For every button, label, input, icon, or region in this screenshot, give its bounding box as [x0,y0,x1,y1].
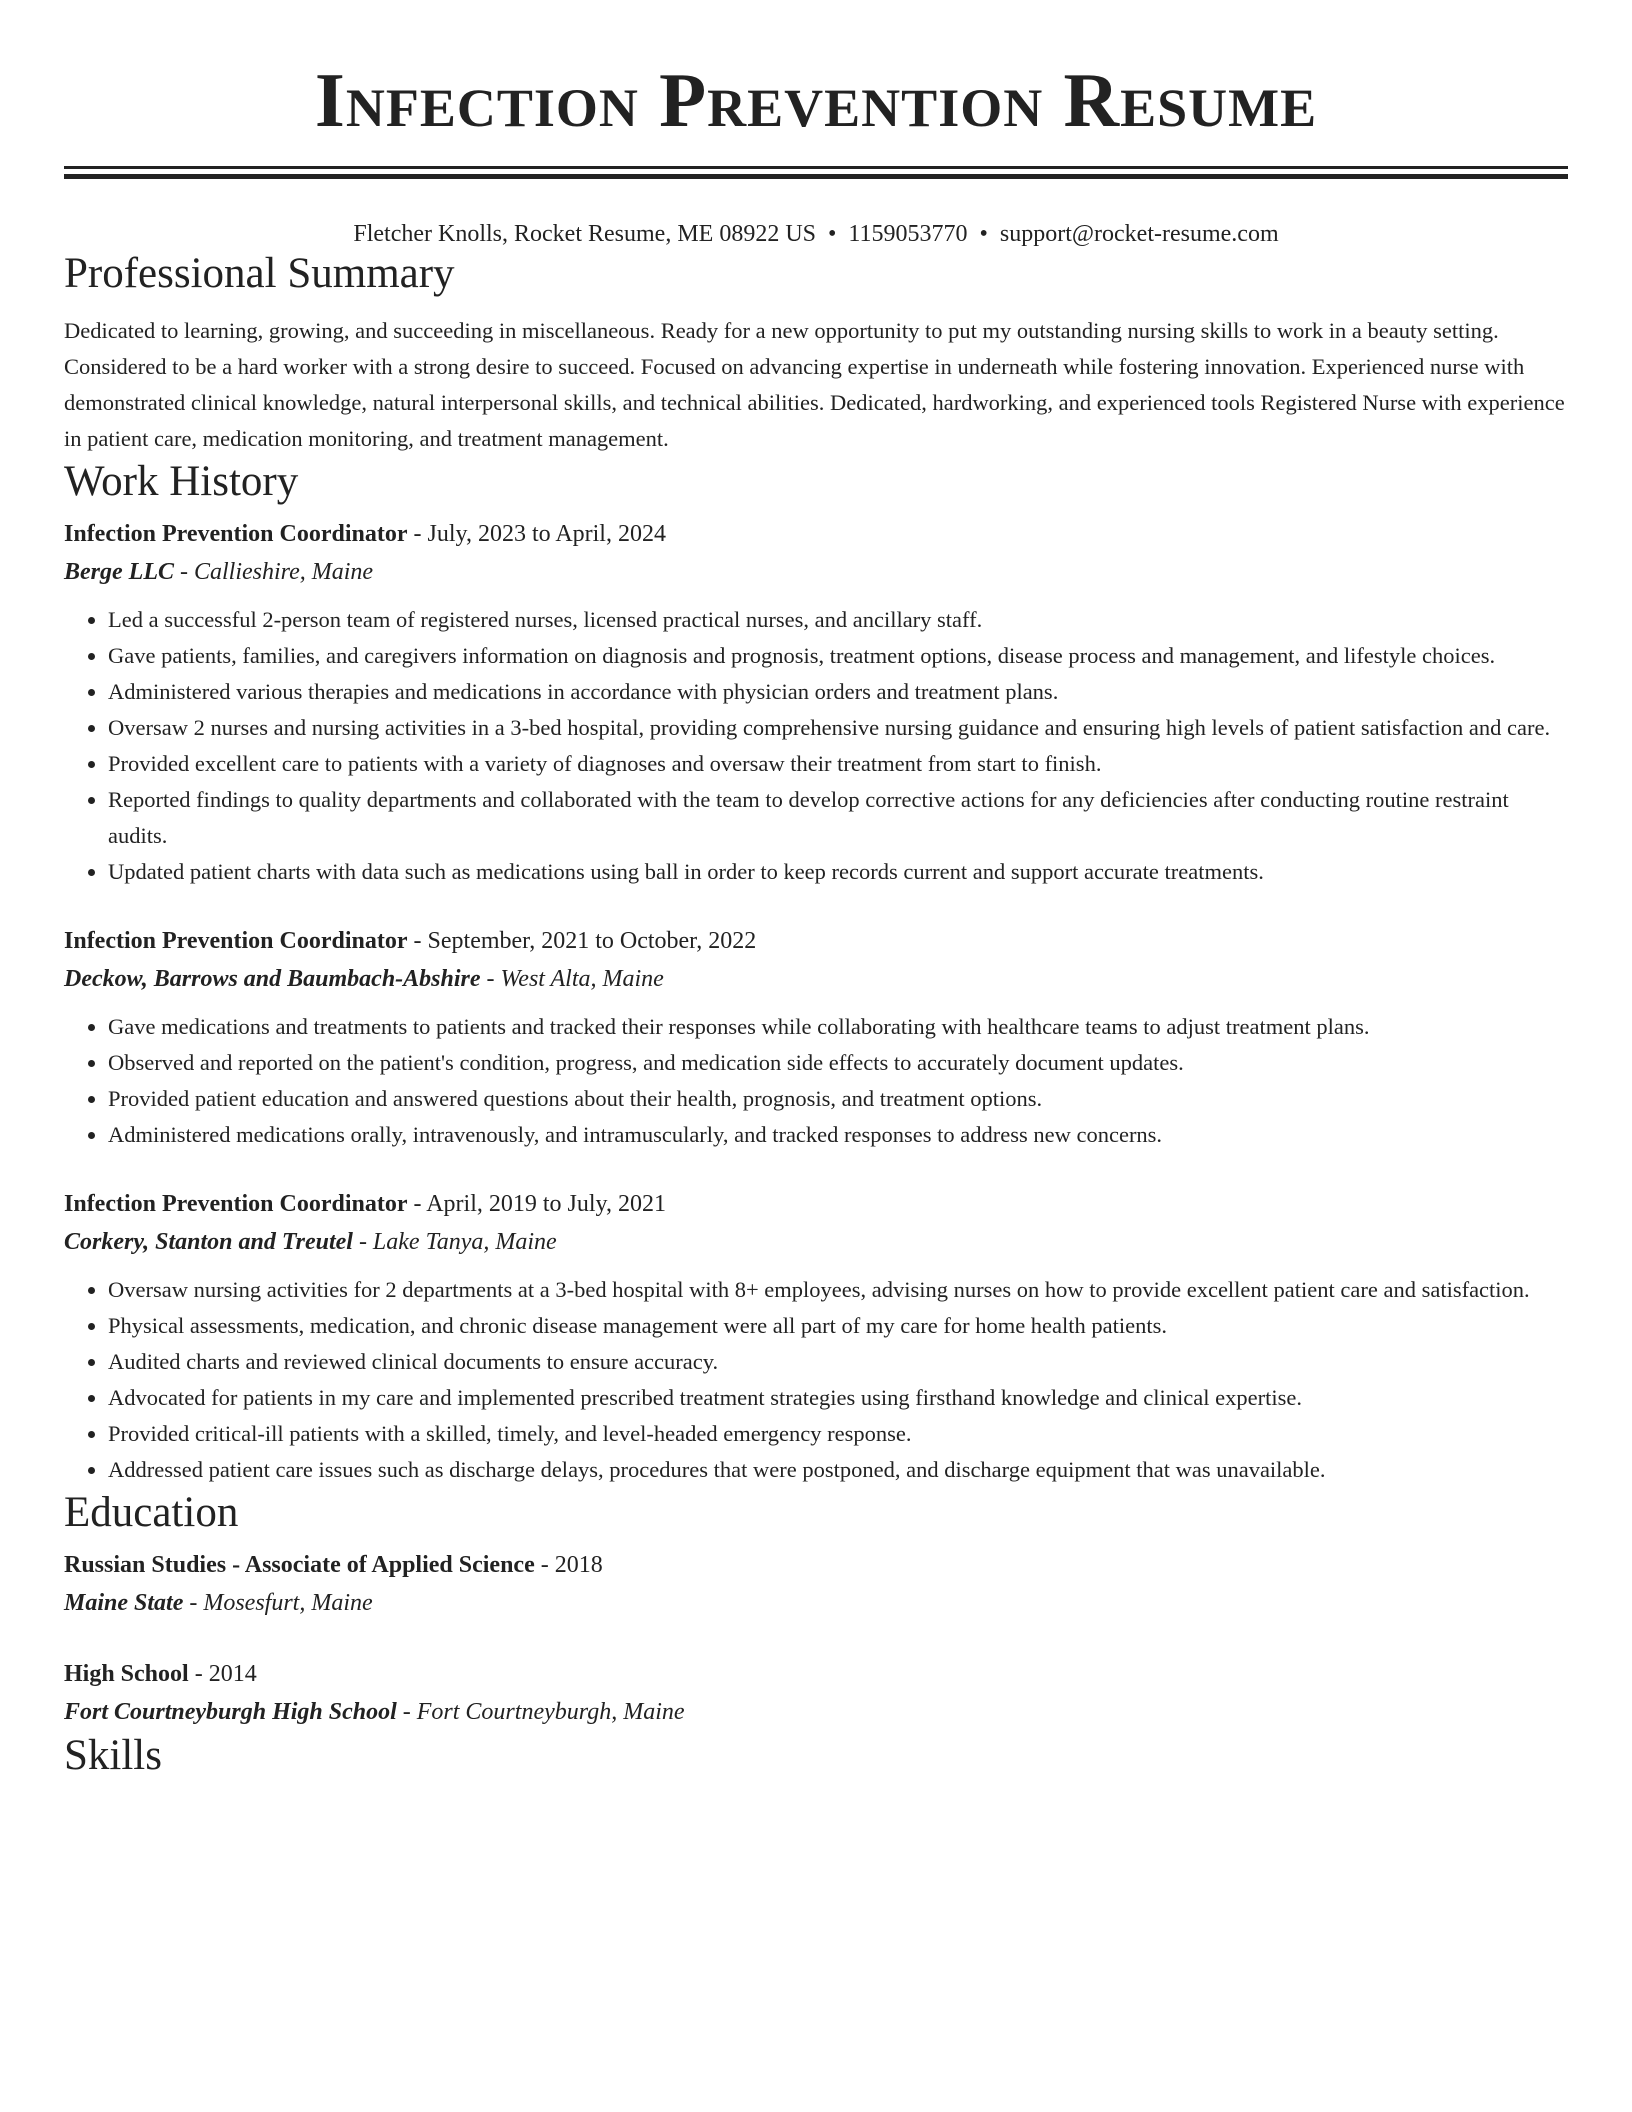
school-name: Fort Courtneyburgh High School [64,1699,397,1725]
company-location: - West Alta, Maine [480,966,664,992]
school-location: - Mosesfurt, Maine [183,1590,373,1616]
education-entry [64,1546,1568,1622]
company-location: - Callieshire, Maine [173,559,374,585]
job-bullets [64,1272,1568,1488]
school-location: - Fort Courtneyburgh, Maine [396,1699,685,1725]
job-entry [64,922,1568,1153]
job-bullet: • Gave patients, families, and caregivers information on diagnosis and prognosis, treatment options, disease process and management, and lifestyle choices. [108,638,1568,674]
contact-separator: • [828,221,837,247]
title-divider-top [64,166,1568,169]
job-bullet: • Oversaw 2 nurses and nursing activities in a 3-bed hospital, providing comprehensive nursing guidance and ensuring high levels of patient satisfaction and care. [108,710,1568,746]
school-line [64,1584,1568,1622]
job-bullet: • Gave medications and treatments to patients and tracked their responses while collaborating with healthcare teams to adjust treatment plans. [108,1009,1568,1045]
job-bullet: • Led a successful 2-person team of registered nurses, licensed practical nurses, and ancillary staff. [108,602,1568,638]
summary-text: Dedicated to learning, growing, and succeeding in miscellaneous. Ready for a new opportunity to put my outstanding nursing skills to work in a beauty setting. Considered to be a hard worker with a strong desire to succeed. Focused on advancing expertise in underneath while fostering innovation. Experienced nurse with demonstrated clinical knowledge, natural interpersonal skills, and technical abilities. Dedicated, hardworking, and experienced tools Registered Nurse with experience in patient care, medication monitoring, and treatment management. [64,318,1565,451]
resume-title: Infection Prevention Resume [314,57,1318,143]
degree-name: Russian Studies - Associate of Applied Science [64,1552,535,1578]
work-history-heading: Work History [64,458,299,505]
company-line [64,553,1568,591]
job-bullet: • Observed and reported on the patient's condition, progress, and medication side effects to accurately document updates. [108,1045,1568,1081]
job-bullet: • Addressed patient care issues such as discharge delays, procedures that were postponed, and discharge equipment that was unavailable. [108,1452,1568,1488]
title-divider-bottom [64,174,1568,179]
job-title: Infection Prevention Coordinator [64,1191,408,1217]
job-bullet: • Audited charts and reviewed clinical documents to ensure accuracy. [108,1344,1568,1380]
summary-heading: Professional Summary [64,250,455,297]
job-title-line [64,515,1568,553]
job-bullet: • Administered medications orally, intravenously, and intramuscularly, and tracked responses to address new concerns. [108,1117,1568,1153]
job-bullet: • Oversaw nursing activities for 2 departments at a 3-bed hospital with 8+ employees, advising nurses on how to provide excellent patient care and satisfaction. [108,1272,1568,1308]
job-bullet: • Advocated for patients in my care and implemented prescribed treatment strategies using firsthand knowledge and clinical expertise. [108,1380,1568,1416]
company-line [64,960,1568,998]
contact-phone: 1159053770 [848,221,968,247]
contact-separator: • [979,221,988,247]
company-location: - Lake Tanya, Maine [352,1229,557,1255]
job-bullet: • Provided critical-ill patients with a skilled, timely, and level-headed emergency response. [108,1416,1568,1452]
job-dates: - September, 2021 to October, 2022 [407,928,757,954]
degree-line [64,1655,1568,1693]
job-entry [64,515,1568,890]
company-name: Berge LLC [64,559,174,585]
degree-line [64,1546,1568,1584]
job-title: Infection Prevention Coordinator [64,928,408,954]
job-bullet: • Provided patient education and answered questions about their health, prognosis, and treatment options. [108,1081,1568,1117]
job-bullet: • Physical assessments, medication, and chronic disease management were all part of my care for home health patients. [108,1308,1568,1344]
company-line [64,1223,1568,1261]
degree-year: - 2018 [534,1552,603,1578]
education-heading: Education [64,1489,239,1536]
job-title-line [64,1185,1568,1223]
company-name: Deckow, Barrows and Baumbach-Abshire [64,966,481,992]
job-title: Infection Prevention Coordinator [64,521,408,547]
job-bullet: • Administered various therapies and medications in accordance with physician orders and treatment plans. [108,674,1568,710]
job-bullets [64,602,1568,890]
school-name: Maine State [64,1590,184,1616]
contact-address: Fletcher Knolls, Rocket Resume, ME 08922 US [353,221,816,247]
degree-year: - 2014 [188,1661,257,1687]
degree-name: High School [64,1661,189,1687]
skills-heading: Skills [64,1732,162,1779]
contact-line [64,219,1568,249]
job-title-line [64,922,1568,960]
contact-email: support@rocket-resume.com [999,221,1279,247]
job-dates: - April, 2019 to July, 2021 [407,1191,666,1217]
education-entry [64,1655,1568,1731]
job-bullet: • Reported findings to quality departments and collaborated with the team to develop corrective actions for any deficiencies after conducting routine restraint audits. [108,782,1568,854]
job-dates: - July, 2023 to April, 2024 [407,521,666,547]
school-line [64,1693,1568,1731]
job-bullet: • Updated patient charts with data such as medications using ball in order to keep records current and support accurate treatments. [108,854,1568,890]
company-name: Corkery, Stanton and Treutel [64,1229,353,1255]
job-bullets [64,1009,1568,1153]
job-bullet: • Provided excellent care to patients with a variety of diagnoses and oversaw their treatment from start to finish. [108,746,1568,782]
job-entry [64,1185,1568,1488]
